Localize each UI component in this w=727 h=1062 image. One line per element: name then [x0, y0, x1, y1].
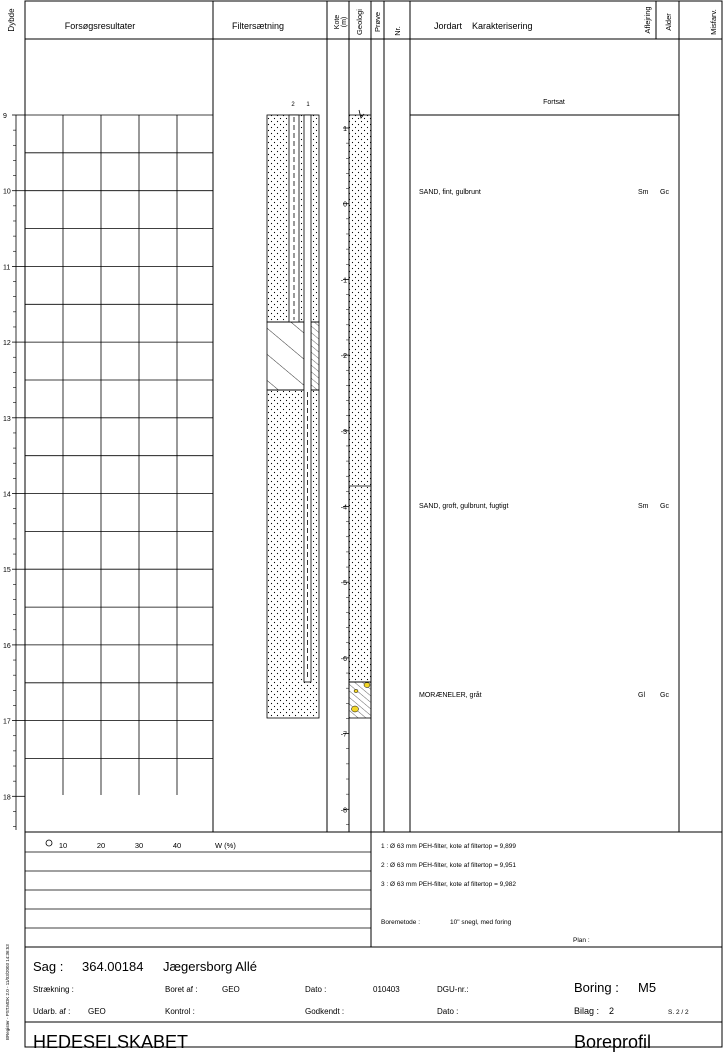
layer-2-description: SAND, groft, gulbrunt, fugtigt: [419, 503, 509, 510]
filter-note-2: 2 : Ø 63 mm PEH-filter, kote af filtertop = 9,951: [381, 862, 516, 869]
w-tick-10: 10: [58, 841, 68, 850]
bilag-value: 2: [609, 1006, 615, 1016]
geology-column: [349, 110, 371, 718]
depth-tick-label: 17: [3, 718, 11, 726]
w-tick-20: 20: [96, 841, 106, 850]
dato2-label: Dato :: [437, 1007, 459, 1016]
kote-tick-label: 0: [343, 201, 347, 209]
kote-tick-label: -4: [340, 504, 347, 512]
side-number: S. 2 / 2: [668, 1009, 689, 1016]
layer-2-aflejring: Sm: [638, 503, 649, 510]
depth-tick-label: 9: [3, 113, 7, 120]
kote-tick-label: -3: [340, 428, 347, 436]
filter-construction: [267, 102, 319, 718]
w-tick-40: 40: [172, 841, 182, 850]
udarb-value: GEO: [88, 1007, 106, 1016]
header-aflejring: Aflejring: [643, 6, 652, 34]
kote-tick-label: -1: [340, 277, 347, 285]
bilag-label: Bilag :: [574, 1006, 600, 1016]
boring-value: M5: [638, 980, 657, 995]
boring-label: Boring :: [574, 980, 619, 995]
depth-tick-label: 13: [3, 415, 11, 423]
layer-1-description: SAND, fint, gulbrunt: [419, 189, 481, 196]
w-tick-30: 30: [134, 841, 144, 850]
header-nr: Nr.: [393, 26, 402, 36]
depth-tick-label: 16: [3, 642, 11, 650]
filter-number-2: 2: [291, 102, 295, 108]
w-symbol-circle-icon: [46, 840, 52, 846]
layer-1-aflejring: Sm: [638, 189, 649, 196]
register-side-note: BRegister - PST.MDK 2.0 - 11/03/2003 14:36:53: [5, 944, 10, 1040]
layer-3-alder: Gc: [660, 692, 669, 699]
header-kote-unit: (m): [341, 16, 348, 28]
sag-name: Jægersborg Allé: [163, 959, 257, 974]
depth-tick-label: 12: [3, 340, 11, 348]
layer-3-description: MORÆNELER, gråt: [419, 692, 482, 699]
filter-note-3: 3 : Ø 63 mm PEH-filter, kote af filtertop = 9,982: [381, 881, 516, 888]
header-misfarv: Misfarv.: [709, 9, 718, 35]
godkendt-label: Godkendt :: [305, 1007, 345, 1016]
boremetode-label: Boremetode :: [381, 919, 421, 926]
kote-tick-label: -2: [340, 353, 347, 361]
test-results-grid: [25, 115, 213, 795]
depth-tick-label: 15: [3, 567, 11, 575]
header-forsogsresultater: Forsøgsresultater: [64, 21, 136, 31]
filter-note-1: 1 : Ø 63 mm PEH-filter, kote af filtertop = 9,899: [381, 843, 516, 850]
w-axis-label: W (%): [215, 841, 236, 850]
kote-axis: [341, 126, 349, 824]
document-title: Boreprofil: [574, 1032, 652, 1052]
sag-value: 364.00184: [82, 959, 144, 974]
company-name: HEDESELSKABET: [33, 1032, 189, 1052]
depth-tick-label: 10: [3, 188, 11, 196]
sag-label: Sag :: [33, 959, 64, 974]
boremetode-value: 10" snegl, med foring: [450, 919, 512, 926]
kote-tick-label: -5: [340, 580, 347, 588]
filter-number-1: 1: [306, 102, 310, 108]
layer-3-aflejring: Gl: [638, 692, 645, 699]
header-dybde: Dybde: [7, 8, 16, 32]
kote-tick-label: -6: [340, 655, 347, 663]
header-alder: Alder: [664, 13, 673, 31]
depth-tick-label: 18: [3, 794, 11, 802]
boret-af-value: GEO: [222, 985, 240, 994]
kote-tick-label: -8: [340, 807, 347, 815]
header-karakterisering: Karakterisering: [472, 21, 533, 31]
header-jordart: Jordart: [434, 21, 463, 31]
kote-tick-label: 1: [343, 126, 347, 133]
header-prove: Prøve: [373, 11, 382, 33]
dato-value: 010403: [373, 985, 400, 994]
plan-label: Plan :: [573, 937, 590, 944]
fortsat-label: Fortsat: [543, 99, 565, 106]
depth-axis: [3, 113, 25, 830]
depth-tick-label: 11: [3, 264, 11, 272]
dato-label: Dato :: [305, 985, 327, 994]
kontrol-label: Kontrol :: [165, 1007, 195, 1016]
layer-2-alder: Gc: [660, 503, 669, 510]
header-geologi: Geologi: [355, 9, 364, 35]
depth-tick-label: 14: [3, 491, 11, 499]
udarb-label: Udarb. af :: [33, 1007, 71, 1016]
kote-tick-label: -7: [340, 731, 347, 739]
dgu-label: DGU-nr.:: [437, 985, 469, 994]
header-filtersaetning: Filtersætning: [231, 21, 285, 31]
header-kote: Kote: [334, 14, 341, 30]
layer-1-alder: Gc: [660, 189, 669, 196]
boret-af-label: Boret af :: [165, 985, 198, 994]
straekning-label: Strækning :: [33, 985, 74, 994]
